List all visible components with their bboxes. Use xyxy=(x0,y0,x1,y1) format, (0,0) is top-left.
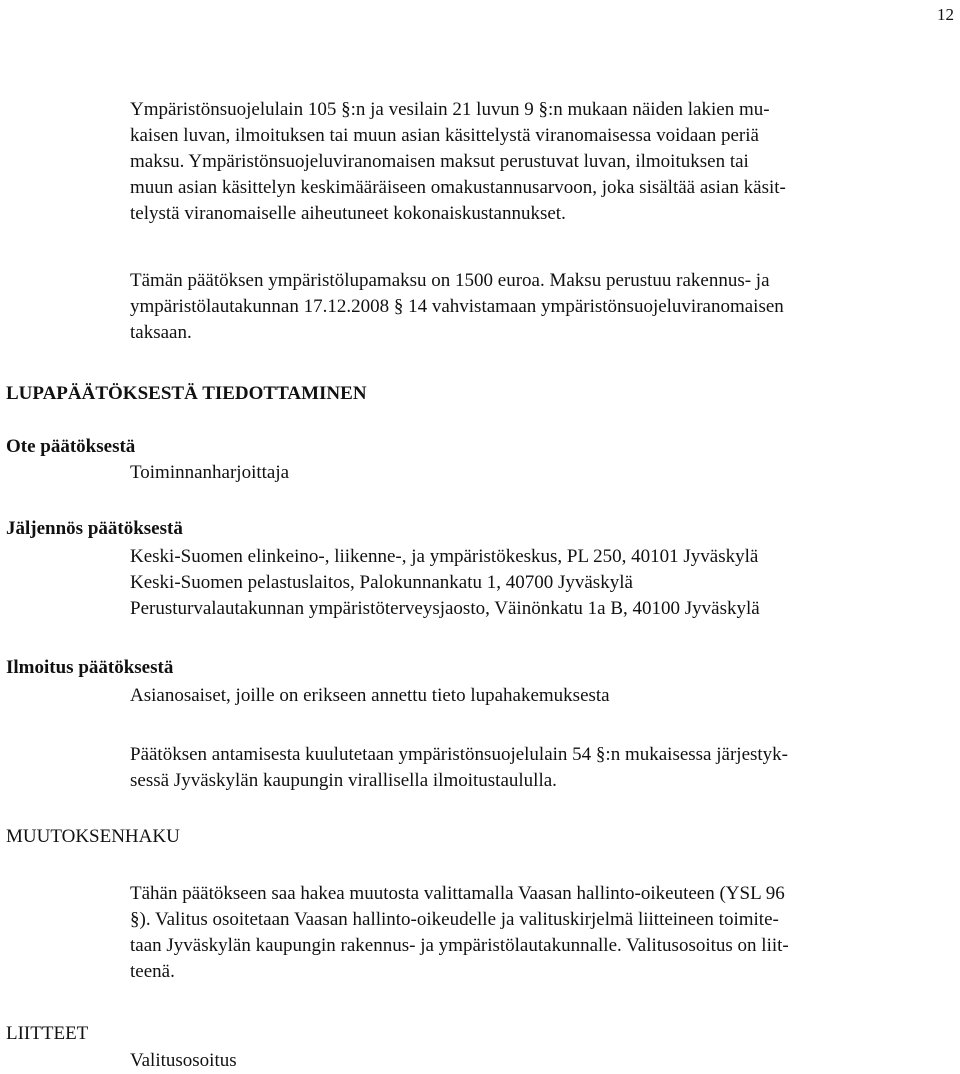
text-line: taksaan. xyxy=(130,322,192,343)
text-line: Tämän päätöksen ympäristölupamaksu on 1500 euroa. Maksu perustuu rakennus- ja xyxy=(130,270,770,291)
subheading-copy: Jäljennös päätöksestä xyxy=(6,518,183,539)
recipient-item: Toiminnanharjoittaja xyxy=(130,462,290,483)
text-line: sessä Jyväskylän kaupungin virallisella ilmoitustaululla. xyxy=(130,770,557,791)
appeal-paragraph xyxy=(130,881,950,985)
announcement-paragraph xyxy=(130,742,950,794)
page-number: 12 xyxy=(937,5,954,24)
attachment-item: Valitusosoitus xyxy=(130,1050,237,1071)
text-line: kaisen luvan, ilmoituksen tai muun asian käsittelystä viranomaisessa voidaan periä xyxy=(130,125,759,146)
text-line: §). Valitus osoitetaan Vaasan hallinto-oikeudelle ja valituskirjelmä liitteineen toimite- xyxy=(130,909,779,930)
fee-amount-paragraph xyxy=(130,268,950,346)
recipient-item: Asianosaiset, joille on erikseen annettu tieto lupahakemuksesta xyxy=(130,685,610,706)
subheading-notice: Ilmoitus päätöksestä xyxy=(6,657,174,678)
section-title-notification: LUPAPÄÄTÖKSESTÄ TIEDOTTAMINEN xyxy=(6,383,367,404)
copy-recipients xyxy=(130,544,950,622)
text-line: taan Jyväskylän kaupungin rakennus- ja ympäristölautakunnalle. Valitusosoitus on liit- xyxy=(130,935,789,956)
text-line: telystä viranomaiselle aiheutuneet kokonaiskustannukset. xyxy=(130,203,566,224)
subheading-extract: Ote päätöksestä xyxy=(6,436,136,457)
text-line: Ympäristönsuojelulain 105 §:n ja vesilain 21 luvun 9 §:n mukaan näiden lakien mu- xyxy=(130,99,770,120)
text-line: Päätöksen antamisesta kuulutetaan ympäristönsuojelulain 54 §:n mukaisessa järjestyk- xyxy=(130,744,788,765)
text-line: maksu. Ympäristönsuojeluviranomaisen maksut perustuvat luvan, ilmoituksen tai xyxy=(130,151,749,172)
recipient-item: Keski-Suomen pelastuslaitos, Palokunnankatu 1, 40700 Jyväskylä xyxy=(130,572,633,593)
recipient-item: Perusturvalautakunnan ympäristöterveysjaosto, Väinönkatu 1a B, 40100 Jyväskylä xyxy=(130,598,760,619)
extract-recipients xyxy=(130,460,950,486)
text-line: ympäristölautakunnan 17.12.2008 § 14 vahvistamaan ympäristönsuojeluviranomaisen xyxy=(130,296,784,317)
notice-recipients xyxy=(130,683,950,709)
text-line: Tähän päätökseen saa hakea muutosta valittamalla Vaasan hallinto-oikeuteen (YSL 96 xyxy=(130,883,785,904)
attachments-list xyxy=(130,1048,950,1074)
fee-paragraph xyxy=(130,97,950,227)
section-title-appeal: MUUTOKSENHAKU xyxy=(6,826,180,847)
text-line: muun asian käsittelyn keskimääräiseen omakustannusarvoon, joka sisältää asian käsit- xyxy=(130,177,786,198)
section-title-attachments: LIITTEET xyxy=(6,1023,89,1044)
recipient-item: Keski-Suomen elinkeino-, liikenne-, ja ympäristökeskus, PL 250, 40101 Jyväskylä xyxy=(130,546,759,567)
text-line: teenä. xyxy=(130,961,175,982)
